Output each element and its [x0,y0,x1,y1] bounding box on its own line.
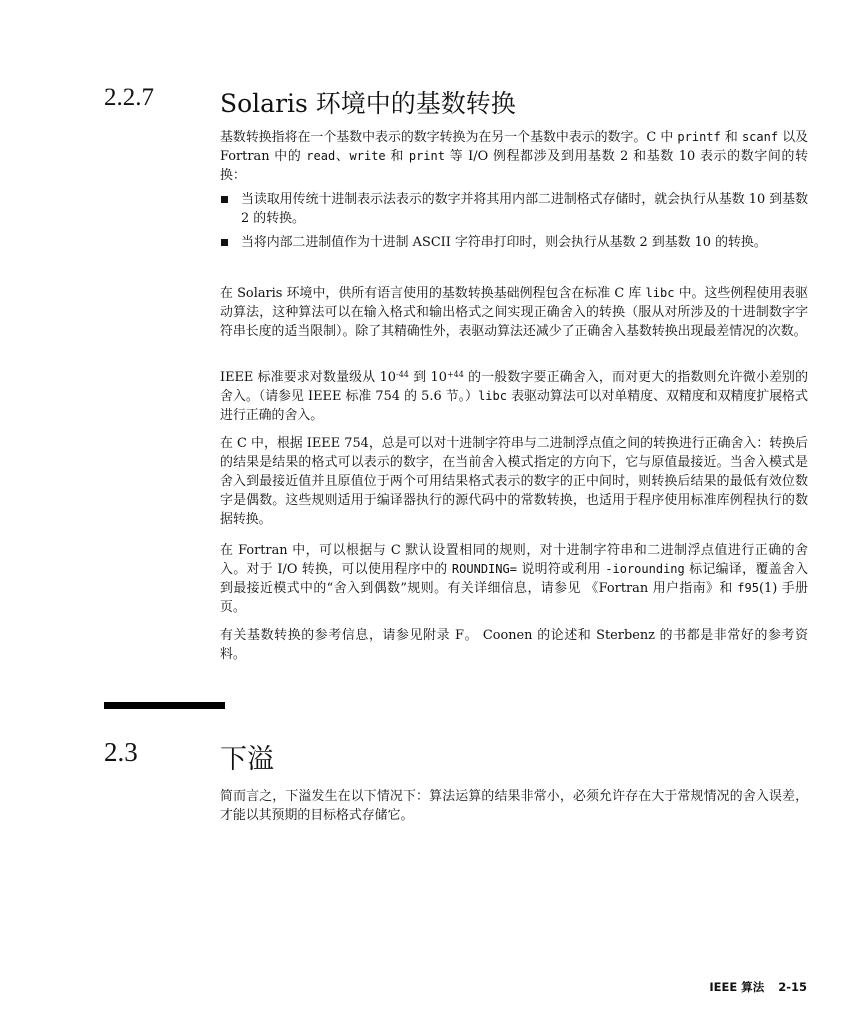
code-read: read [306,149,336,163]
paragraph-fortran [220,541,808,617]
section-divider [104,702,225,709]
bullet-item [220,190,808,228]
text: 和 [720,130,742,145]
section-title: 下溢 [220,744,274,775]
code-f95: f95 [737,581,759,595]
text: 中。这些例程使用表驱动算法，这种算法可以在输入格式和输出格式之间实现正确舍入的转换（服从对所涉及的十进制数字字符串长度的适当限制）。除了其精确性外，表驱动算法还减少了正确舍入基数转换出现最差情况的次数。 [220,286,808,339]
code-libc: libc [478,389,507,403]
text: (1) 手册页。 [220,581,808,615]
exponent: +44 [446,370,464,379]
text: 标记编译，覆盖舍入到最接近模式中的“舍入到偶数”规则。有关详细信息，请参见 《Fortran 用户指南》和 [220,562,809,596]
text: 的一般数字要正确舍入，而对更大的指数则允许微小差别的舍入。（请参见 IEEE 标准 754 的 5.6 节。） [220,370,808,404]
section-title: Solaris 环境中的基数转换 [220,89,516,118]
bullet-square-icon [221,239,228,246]
paragraph-c-rounding: 在 C 中，根据 IEEE 754，总是可以对十进制字符串与二进制浮点值之间的转换进行正确舍入：转换后的结果是结果的格式可以表示的数字，在当前舍入模式指定的方向下，它与原值最接近。当舍入模式是舍入到最接近值并且原值位于两个可用结果格式表示的数字的正中间时，则转换后结果的最低有效位数字是偶数。这些规则适用于编译器执行的源代码中的常数转换，也适用于程序使用标准库例程执行的数据转换。 [220,436,808,527]
page-footer [709,979,807,995]
text: 等 I/O 例程都涉及到用基数 2 和基数 10 表示的数字间的转换： [220,149,809,183]
paragraph-ieee-standard [220,368,808,425]
text: 表驱动算法可以对单精度、双精度和双精度扩展格式进行正确的舍入。 [220,389,808,423]
paragraph-underflow: 简而言之，下溢发生在以下情况下：算法运算的结果非常小，必须允许存在大于常规情况的舍入误差，才能以其预期的目标格式存储它。 [220,789,808,823]
code-libc: libc [645,286,675,300]
text: 在 Fortran 中，可以根据与 C 默认设置相同的规则，对十进制字符串和二进制浮点值进行正确的舍入。对于 I/O 转换，可以使用程序中的 [220,543,808,577]
paragraph-intro [220,128,808,185]
code-print: print [408,149,445,163]
section-number: 2.3 [104,737,138,767]
code-scanf: scanf [741,130,779,144]
code-printf: printf [677,130,721,144]
bullet-square-icon [221,196,228,203]
text: 基数转换指将在一个基数中表示的数字转换为在另一个基数中表示的数字。C 中 [220,130,678,145]
paragraph-solaris [220,284,808,341]
code-iorounding: -iorounding [605,562,685,576]
text: IEEE 标准要求对数量级从 10 [220,370,397,385]
text: 和 [385,149,409,164]
code-write: write [349,149,386,163]
page-number: 2-15 [778,980,807,994]
code-rounding: ROUNDING= [451,562,517,576]
exponent: -44 [396,370,409,379]
footer-title: IEEE 算法 [709,980,765,994]
bullet-text: 当将内部二进制值作为十进制 ASCII 字符串打印时，则会执行从基数 2 到基数 10 的转换。 [241,235,767,250]
bullet-text: 当读取用传统十进制表示法表示的数字并将其用内部二进制格式存储时，就会执行从基数 10 到基数 2 的转换。 [241,192,808,226]
text: 以及 Fortran 中的 [220,130,808,164]
text: 到 10 [408,370,447,385]
paragraph-references: 有关基数转换的参考信息，请参见附录 F。 Coonen 的论述和 Sterbenz 的书都是非常好的参考资料。 [220,628,808,662]
bullet-item [220,233,808,252]
text: 在 Solaris 环境中，供所有语言使用的基数转换基础例程包含在标准 C 库 [220,286,646,301]
section-number: 2.2.7 [104,84,154,111]
text: 说明符或利用 [516,562,606,577]
text: 、 [335,149,350,164]
